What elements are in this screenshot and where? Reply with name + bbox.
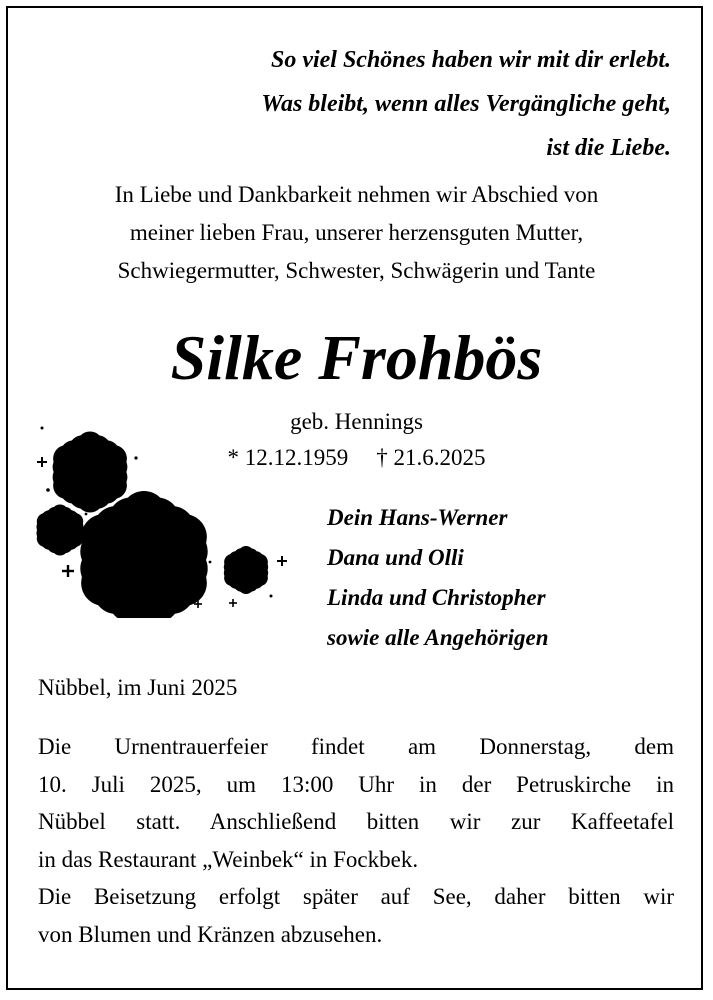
- poem-line: So viel Schönes haben wir mit dir erlebt.: [270, 47, 671, 73]
- intro-line: In Liebe und Dankbarkeit nehmen wir Abschied von: [114, 182, 599, 207]
- deceased-name: Silke Frohbös: [170, 322, 543, 393]
- birth-date: * 12.12.1959: [227, 445, 349, 470]
- snowflake-decoration: [28, 418, 298, 618]
- maiden-name: geb. Hennings: [290, 409, 423, 434]
- mourner: Dein Hans-Werner: [327, 505, 508, 530]
- intro-line: meiner lieben Frau, unserer herzensguten Mutter,: [129, 220, 584, 245]
- notice-line: Die Urnentrauerfeier findet am Donnerstag, dem: [38, 734, 674, 759]
- notice-line: in das Restaurant „Weinbek“ in Fockbek.: [38, 846, 419, 872]
- notice-line: Die Beisetzung erfolgt später auf See, daher bitten wir: [38, 884, 674, 909]
- mourner: Dana und Olli: [327, 545, 464, 570]
- snowflake-icon: [98, 514, 191, 606]
- notice-line: von Blumen und Kränzen abzusehen.: [38, 921, 383, 947]
- notice-line: 10. Juli 2025, um 13:00 Uhr in der Petruskirche in: [38, 771, 674, 797]
- mourner: sowie alle Angehörigen: [327, 625, 549, 650]
- place-date: Nübbel, im Juni 2025: [38, 675, 238, 700]
- poem-line: Was bleibt, wenn alles Vergängliche geht,: [261, 91, 671, 117]
- poem-line: ist die Liebe.: [546, 135, 671, 161]
- snowflake-icon: [63, 445, 117, 499]
- poem: [261, 38, 671, 170]
- intro-line: Schwiegermutter, Schwester, Schwägerin und Tante: [117, 258, 596, 283]
- snowflake-icon: [230, 554, 262, 586]
- ceremony-notice: [38, 728, 674, 953]
- death-date: † 21.6.2025: [376, 445, 486, 470]
- notice-line: Nübbel statt. Anschließend bitten wir zur Kaffeetafel: [38, 809, 674, 834]
- mourner: Linda und Christopher: [327, 585, 546, 610]
- intro-text: [0, 176, 713, 290]
- snowflake-icon: [43, 513, 77, 547]
- mourners-list: [327, 498, 549, 658]
